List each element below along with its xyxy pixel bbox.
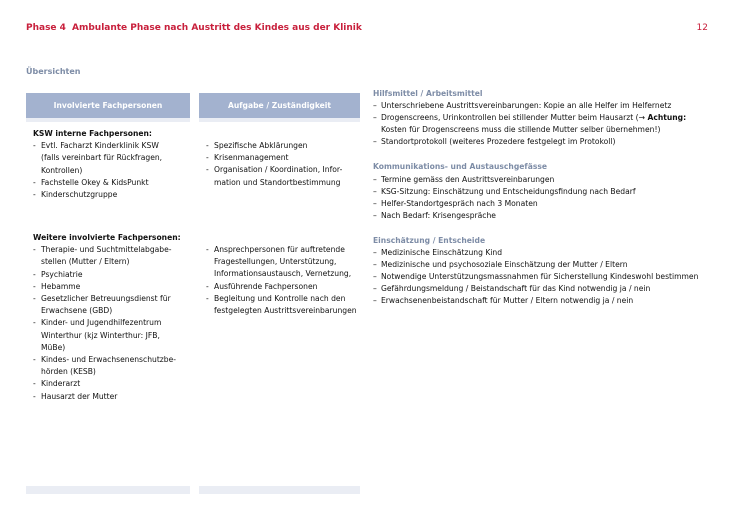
assessment-title: Einschätzung / Entscheide [373,235,486,245]
list-item-line: - Spezifische Abklärungen [214,140,356,152]
drug-screen-text: Drogenscreens, Urinkontrollen bei stillender Mutter beim Hausarzt (→ Achtung: [381,113,687,123]
list-item [33,391,186,403]
list-item-line: - Fachstelle Okey & KidsPunkt [41,177,186,189]
bullet-dash: - [33,318,36,328]
list-item-line: - Evtl. Facharzt Kinderklinik KSW [41,140,186,152]
other-persons-block [33,232,186,403]
list-item-line: - Ausführende Fachpersonen [214,281,356,293]
page-header [26,23,708,37]
ksw-internal-title: KSW interne Fachpersonen: [33,129,152,138]
tasks-body [199,122,360,486]
list-item [206,140,356,152]
bullet-dash: - [206,141,209,150]
list-item: – KSG-Sitzung: Einschätzung und Entscheidungsfindung nach Bedarf [373,186,718,198]
list-item [206,293,356,317]
tasks-group-2 [206,244,356,317]
involved-persons-body [26,122,190,486]
list-item [33,140,186,177]
list-item-line: - Kindes- und Erwachsenenschutzbe- [41,354,186,366]
other-persons-title: Weitere involvierte Fachpersonen: [33,233,181,242]
list-item [206,152,356,164]
list-item: – Medizinische und psychosoziale Einschätzung der Mutter / Eltern [373,259,718,271]
bullet-dash: – [373,210,377,220]
list-item-line: - Kinderarzt [41,378,186,390]
communication-list [373,174,718,222]
list-item [33,244,186,268]
list-item [33,281,186,293]
list-item [206,244,356,281]
list-item-line: - Krisenmanagement [214,152,356,164]
bullet-dash: - [206,293,209,303]
list-item [33,293,186,317]
bullet-dash: - [33,294,36,304]
list-item [33,354,186,378]
list-item-line: mation und Standortbestimmung [214,177,341,187]
list-item-line: - Psychiatrie [41,269,186,281]
list-item: – Drogenscreens, Urinkontrollen bei stillender Mutter beim Hausarzt (→ Achtung: [373,113,687,123]
list-item-line: festgelegten Austrittsvereinbarungen [214,306,357,316]
bullet-dash: - [33,245,36,255]
list-item-line: - Therapie- und Suchtmittelabgabe- [41,244,186,256]
ksw-internal-block [33,128,186,201]
tools-group [373,88,718,148]
bullet-dash: - [33,190,36,200]
tasks-group-1 [206,140,356,189]
bullet-dash: – [373,284,377,294]
bullet-dash: – [373,260,377,270]
list-item [33,269,186,281]
list-item [33,378,186,390]
list-item [33,317,186,354]
phase-title: Ambulante Phase nach Austritt des Kindes aus der Klinik [72,23,362,33]
list-item-line: - Kinderschutzgruppe [41,189,186,201]
bullet-dash: – [373,296,377,306]
list-item-line: Winterthur (kjz Winterthur: JFB, [41,330,160,340]
involved-persons-header: Involvierte Fachpersonen [26,93,190,118]
bullet-dash: - [33,269,36,279]
bullet-dash: - [33,355,36,365]
section-title: Übersichten [26,67,81,76]
ksw-internal-list [33,140,186,201]
other-persons-list [33,244,186,403]
bullet-dash: – [373,198,377,208]
list-item [206,164,356,188]
assessment-list [373,247,718,307]
communication-group [373,161,718,221]
bullet-dash: - [33,281,36,291]
list-item-line: - Hebamme [41,281,186,293]
list-item-line: - Hausarzt der Mutter [41,391,186,403]
list-item-line: - Ansprechpersonen für auftretende [214,244,356,256]
list-item [206,281,356,293]
tasks-list-2 [206,244,356,317]
list-item: – Nach Bedarf: Krisengespräche [373,210,718,222]
warning-keyword: Achtung: [647,113,687,123]
list-item-line: Erwachsene (GBD) [41,306,113,316]
communication-title: Kommunikations- und Austauschgefässe [373,162,548,172]
assessment-group [373,235,718,308]
list-item: – Gefährdungsmeldung / Beistandschaft für das Kind notwendig ja / nein [373,283,718,295]
involved-persons-column [26,93,190,494]
bullet-dash: - [33,141,36,151]
list-item-line: hörden (KESB) [41,367,96,377]
right-column [373,88,718,321]
bullet-dash: - [33,391,36,401]
list-item-line: stellen (Mutter / Eltern) [41,257,130,267]
list-item [33,189,186,201]
list-item: – Unterschriebene Austrittsvereinbarungen: Kopie an alle Helfer im Helfernetz [373,101,672,111]
page-number: 12 [696,23,708,33]
bullet-dash: – [373,248,377,258]
bullet-dash: – [373,186,377,196]
list-item: – Termine gemäss den Austrittsvereinbarungen [373,174,718,186]
list-item-line: Informationsaustausch, Vernetzung, [214,269,352,279]
list-item-line: (falls vereinbart für Rückfragen, [41,153,163,163]
list-item-line: - Kinder- und Jugendhilfezentrum [41,317,186,329]
bullet-dash: - [206,153,209,163]
list-item: – Medizinische Einschätzung Kind [373,247,718,259]
tasks-header: Aufgabe / Zuständigkeit [199,93,360,118]
bullet-dash: - [33,177,36,187]
list-item-line: - Begleitung und Kontrolle nach den [214,293,356,305]
list-item-continuation: Kosten für Drogenscreens muss die stillende Mutter selber übernehmen!) [381,125,661,135]
bullet-dash: – [373,174,377,184]
bullet-dash: - [206,165,209,175]
bullet-dash: – [373,272,377,282]
list-item: – Erwachsenenbeistandschaft für Mutter / Eltern notwendig ja / nein [373,295,718,307]
list-item: – Helfer-Standortgespräch nach 3 Monaten [373,198,718,210]
list-item-line: - Gesetzlicher Betreuungsdienst für [41,293,186,305]
bullet-dash: - [206,281,209,291]
list-item-line: - Organisation / Koordination, Infor- [214,164,356,176]
list-item: – Standortprotokoll (weiteres Prozedere festgelegt im Protokoll) [373,137,616,147]
tasks-column [199,93,360,494]
bullet-dash: - [206,245,209,254]
bullet-dash: - [33,379,36,389]
tasks-list-1 [206,140,356,189]
tools-title: Hilfsmittel / Arbeitsmittel [373,89,483,98]
list-item [33,177,186,189]
list-item-line: Kontrollen) [41,165,83,175]
list-item-line: MüBe) [41,342,66,352]
list-item: – Notwendige Unterstützungsmassnahmen für Sicherstellung Kindeswohl bestimmen [373,271,718,283]
phase-label: Phase 4 [26,23,66,33]
list-item-line: Fragestellungen, Unterstützung, [214,257,337,267]
